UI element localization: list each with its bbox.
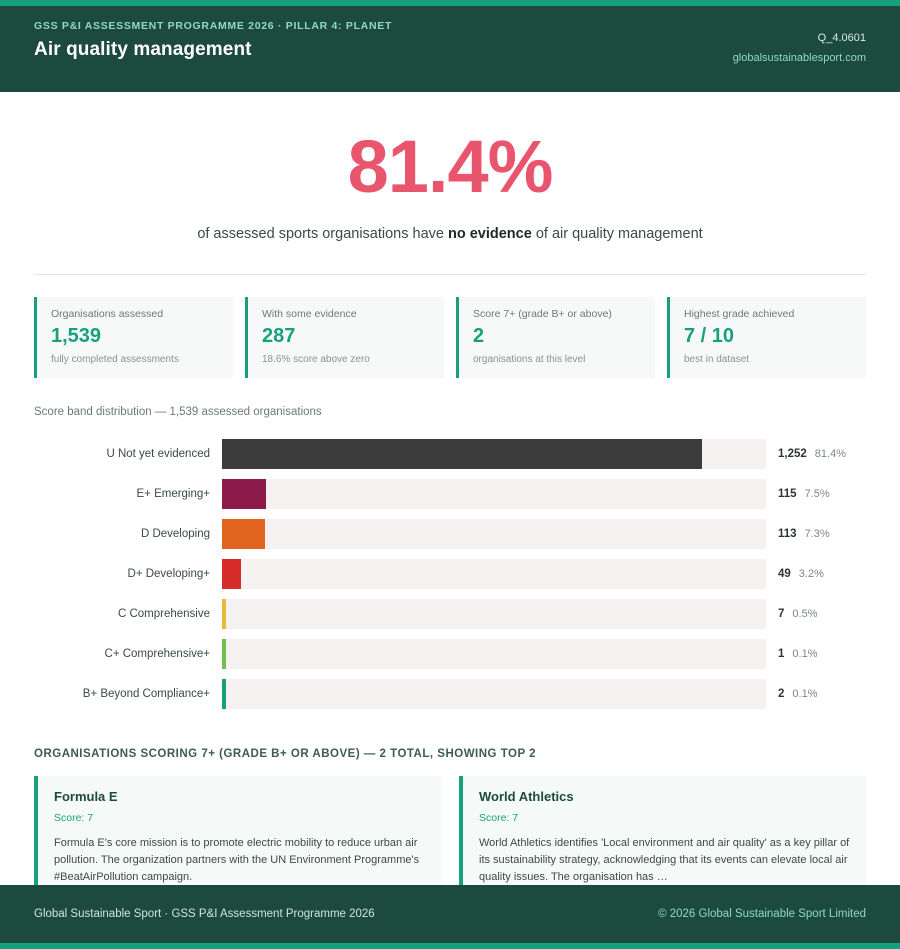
bar-count-label: 1,252 xyxy=(778,448,807,460)
bar-category-label: B+ Beyond Compliance+ xyxy=(82,688,210,700)
org-card xyxy=(34,776,441,902)
chart-caption: Score band distribution — 1,539 assessed organisations xyxy=(34,406,322,418)
bar-fill xyxy=(222,599,226,629)
bar-track xyxy=(222,439,766,469)
bar-category-label: D+ Developing+ xyxy=(127,568,210,580)
bar-fill xyxy=(222,639,226,669)
footer-copyright: © 2026 Global Sustainable Sport Limited xyxy=(658,908,866,920)
bar-figures xyxy=(766,648,817,660)
bar-count-label: 1 xyxy=(778,648,785,660)
stat-value: 2 xyxy=(473,325,485,347)
stat-card xyxy=(245,297,444,378)
hero-subtitle-emphasis: no evidence xyxy=(447,226,532,242)
stat-value: 7 / 10 xyxy=(684,325,735,347)
bar-category-label: U Not yet evidenced xyxy=(106,448,210,460)
hero-subtitle-before: of assessed sports organisations have xyxy=(197,226,448,242)
stat-value: 287 xyxy=(262,325,296,347)
org-score: Score: 7 xyxy=(54,812,94,824)
bar-count-label: 49 xyxy=(778,568,791,580)
page-title: Air quality management xyxy=(34,39,252,60)
bar-category-label: C+ Comprehensive+ xyxy=(104,648,210,660)
bar-track xyxy=(222,479,766,509)
page-header xyxy=(0,6,900,92)
bar-fill xyxy=(222,439,702,469)
stat-value: 1,539 xyxy=(51,325,102,347)
orgs-section-title: ORGANISATIONS SCORING 7+ (GRADE B+ OR ABOVE) — 2 TOTAL, SHOWING TOP 2 xyxy=(34,748,537,760)
bar-row xyxy=(34,594,866,634)
org-card xyxy=(459,776,866,902)
stat-card xyxy=(667,297,866,378)
bar-count-label: 7 xyxy=(778,608,785,620)
org-cards xyxy=(0,760,900,902)
bar-track xyxy=(222,599,766,629)
bar-figures xyxy=(766,528,830,540)
bar-row xyxy=(34,554,866,594)
bar-percent-label: 0.1% xyxy=(792,648,818,660)
bar-fill xyxy=(222,479,266,509)
bar-count-label: 115 xyxy=(778,488,797,500)
stat-cards xyxy=(0,275,900,378)
bar-track xyxy=(222,519,766,549)
stat-note: 18.6% score above zero xyxy=(262,354,370,365)
bar-percent-label: 0.1% xyxy=(792,688,818,700)
org-name: World Athletics xyxy=(479,789,574,804)
question-code: Q_4.0601 xyxy=(817,32,866,44)
page-footer xyxy=(0,885,900,943)
bottom-accent-bar xyxy=(0,943,900,949)
bar-fill xyxy=(222,679,226,709)
stat-label: Highest grade achieved xyxy=(684,308,795,320)
stat-card xyxy=(34,297,233,378)
bar-percent-label: 7.5% xyxy=(804,488,830,500)
score-band-bar-chart xyxy=(0,418,900,714)
stat-note: best in dataset xyxy=(684,354,750,365)
hero-subtitle-after: of air quality management xyxy=(531,226,703,242)
stat-note: fully completed assessments xyxy=(51,354,179,365)
bar-percent-label: 7.3% xyxy=(804,528,830,540)
bar-count-label: 113 xyxy=(778,528,797,540)
bar-track xyxy=(222,559,766,589)
bar-percent-label: 81.4% xyxy=(814,448,846,460)
bar-row xyxy=(34,514,866,554)
stat-label: With some evidence xyxy=(262,308,357,320)
bar-row xyxy=(34,434,866,474)
stat-label: Score 7+ (grade B+ or above) xyxy=(473,308,612,320)
org-score: Score: 7 xyxy=(479,812,519,824)
bar-percent-label: 3.2% xyxy=(798,568,824,580)
bar-track xyxy=(222,679,766,709)
org-description: World Athletics identifies 'Local environment and air quality' as a key pillar of its sustainability strategy, acknowledging that its events can elevate local air quality issues. The organisation has … xyxy=(479,837,850,884)
bar-row xyxy=(34,634,866,674)
bar-category-label: E+ Emerging+ xyxy=(136,488,210,500)
bar-percent-label: 0.5% xyxy=(792,608,818,620)
hero-figure: 81.4% xyxy=(347,125,553,208)
hero-section xyxy=(0,92,900,242)
org-description: Formula E's core mission is to promote electric mobility to reduce urban air pollution. The organization partners with the UN Environment Programme's #BeatAirPollution campaign. xyxy=(54,837,420,884)
stat-card xyxy=(456,297,655,378)
bar-row xyxy=(34,474,866,514)
bar-figures xyxy=(766,568,824,580)
bar-figures xyxy=(766,688,817,700)
footer-left-text: Global Sustainable Sport · GSS P&I Assessment Programme 2026 xyxy=(34,908,375,920)
site-link[interactable]: globalsustainablesport.com xyxy=(732,52,866,64)
header-meta xyxy=(733,32,866,64)
bar-fill xyxy=(222,559,241,589)
org-name: Formula E xyxy=(54,789,118,804)
stat-label: Organisations assessed xyxy=(51,308,164,320)
bar-row xyxy=(34,674,866,714)
bar-count-label: 2 xyxy=(778,688,785,700)
bar-category-label: D Developing xyxy=(140,528,210,540)
bar-figures xyxy=(766,488,830,500)
hero-subtitle xyxy=(34,226,866,242)
bar-category-label: C Comprehensive xyxy=(117,608,210,620)
bar-fill xyxy=(222,519,265,549)
bar-figures xyxy=(766,608,817,620)
stat-note: organisations at this level xyxy=(473,354,586,365)
bar-track xyxy=(222,639,766,669)
header-kicker: GSS P&I ASSESSMENT PROGRAMME 2026 · PILLAR 4: PLANET xyxy=(34,20,393,32)
bar-figures xyxy=(766,448,846,460)
